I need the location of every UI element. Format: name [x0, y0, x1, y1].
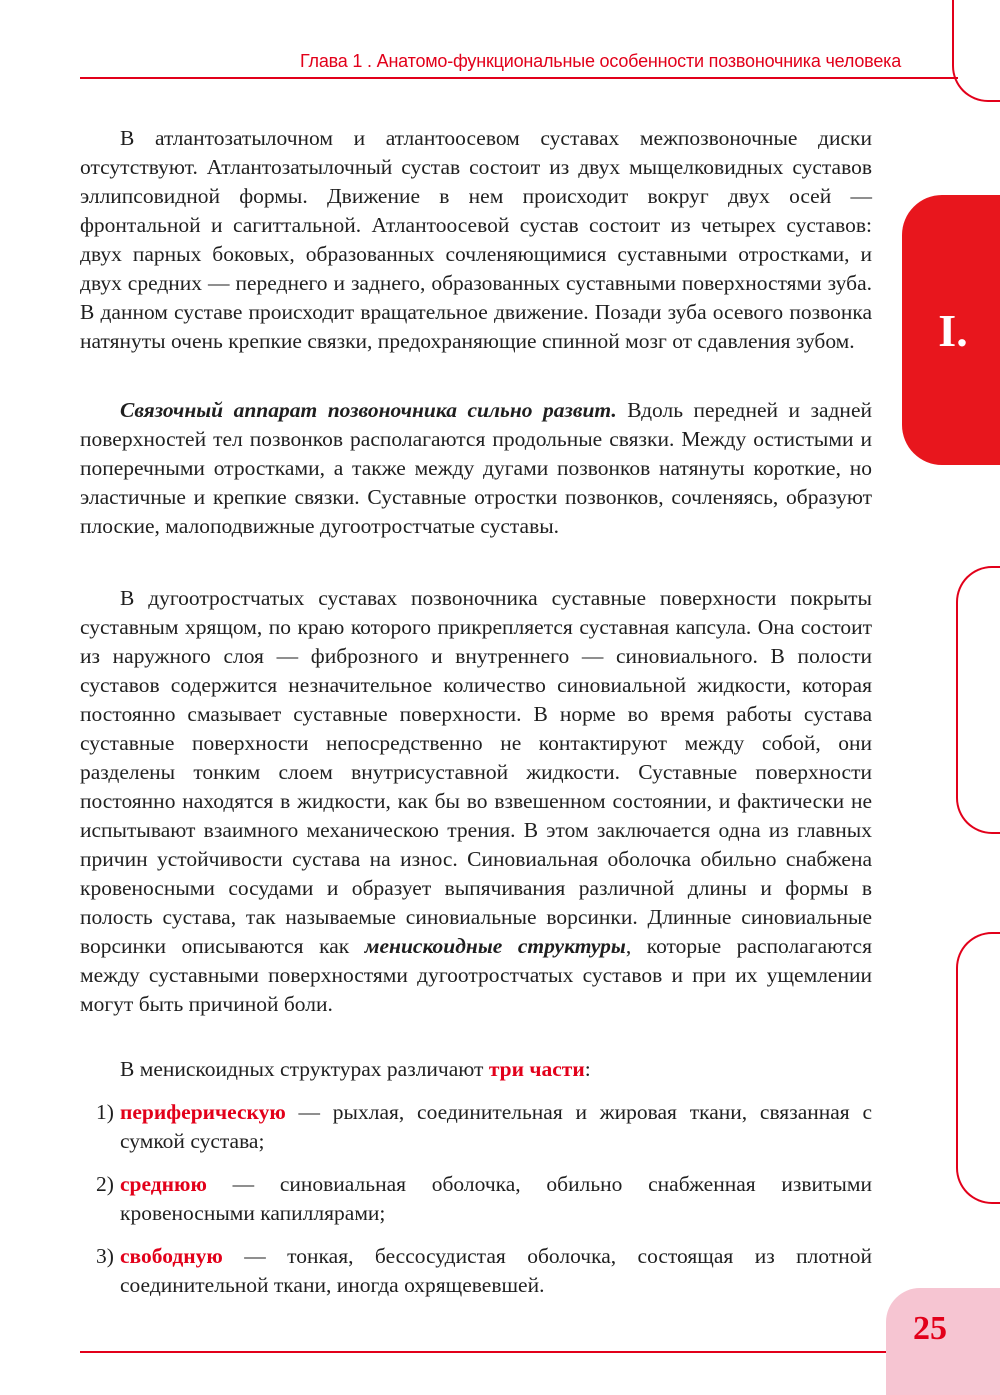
paragraph-1-text: В атлантозатылочном и атлантоосевом суставах межпозвоночные диски отсутствуют. Атлантозатылочный сустав состоит из двух мыщелковидных суставов эллипсовидной формы. Движение в нем происходит вокруг двух осей — фронтальной и сагиттальной. Атлантоосевой сустав состоит из четырех суставов: двух парных боковых, образованных сочленяющимися суставными отростками, и двух средних — переднего и заднего, образованных суставными поверхностями зуба. В данном суставе происходит вращательное движение. Позади зуба осевого позвонка натянуты очень крепкие связки, предохраняющие спинной мозг от сдавления зубом.: [80, 126, 872, 353]
list-item-term: среднюю: [120, 1172, 207, 1196]
chapter-tab-label: I.: [938, 304, 968, 356]
paragraph-3: [80, 584, 872, 1019]
list-item-term: свободную: [120, 1244, 223, 1268]
paragraph-4: [80, 1055, 872, 1084]
running-head: Глава 1 . Анатомо-функциональные особенности позвоночника человека: [300, 51, 902, 71]
chapter-tab-top: [952, 0, 1000, 102]
list-item-text: — синовиальная оболочка, обильно снабженная извитыми кровеносными капиллярами;: [120, 1172, 872, 1225]
footer-rule: [80, 1351, 886, 1353]
paragraph-3-emphasis: менискоидные структуры: [364, 934, 626, 958]
paragraph-2: [80, 396, 872, 541]
header-rule: [80, 77, 958, 79]
chapter-tab-3: [956, 932, 1000, 1204]
paragraph-2-emphasis: Связочный аппарат позвоночника сильно развит.: [120, 398, 617, 422]
paragraph-1: [80, 124, 872, 356]
list-item-term: периферическую: [120, 1100, 286, 1124]
chapter-tab-2: [956, 566, 1000, 834]
parts-list: [80, 1098, 872, 1300]
list-item-number: 1): [96, 1100, 114, 1124]
list-item-number: 3): [96, 1244, 114, 1268]
list-item-text: — тонкая, бессосудистая оболочка, состоящая из плотной соединительной ткани, иногда охрящевевшей.: [120, 1244, 872, 1297]
paragraph-4-text-a: В менискоидных структурах различают: [120, 1057, 489, 1081]
paragraph-4-text-b: :: [584, 1057, 591, 1081]
paragraph-3-text-a: В дугоотростчатых суставах позвоночника суставные поверхности покрыты суставным хрящом, по краю которого прикрепляется суставная капсула. Она состоит из наружного слоя — фиброзного и внутреннего — синовиального. В полости суставов содержится незначительное количество синовиальной жидкости, которая постоянно смазывает суставные поверхности. В норме во время работы сустава суставные поверхности непосредственно не контактируют между собой, они разделены тонким слоем внутрисуставной жидкости. Суставные поверхности постоянно находятся в жидкости, как бы во взвешенном состоянии, и фактически не испытывают взаимного механическою трения. В этом заключается одна из главных причин устойчивости сустава на износ. Синовиальная оболочка обильно снабжена кровеносными сосудами и образует выпячивания различной длины и формы в полость сустава, так называемые синовиальные ворсинки. Длинные синовиальные ворсинки описываются как: [80, 586, 872, 958]
chapter-tab-active: [902, 195, 1000, 465]
page-number: 25: [913, 1310, 947, 1347]
paragraph-3-text-b: , которые располагаются между суставными поверхностями дугоотростчатых суставов и при их ущемлении могут быть причиной боли.: [80, 934, 872, 1016]
paragraph-2-text: Вдоль передней и задней поверхностей тел позвонков располагаются продольные связки. Между остистыми и поперечными отростками, а также между дугами позвонков натянуты короткие, но эластичные и крепкие связки. Суставные отростки позвонков, сочленяясь, образуют плоские, малоподвижные дугоотростчатые суставы.: [80, 398, 872, 538]
list-item: [80, 1170, 872, 1228]
list-item-text: — рыхлая, соединительная и жировая ткани, связанная с сумкой сустава;: [120, 1100, 872, 1153]
list-item: [80, 1098, 872, 1156]
paragraph-4-highlight: три части: [488, 1057, 585, 1081]
list-item: [80, 1242, 872, 1300]
list-item-number: 2): [96, 1172, 114, 1196]
